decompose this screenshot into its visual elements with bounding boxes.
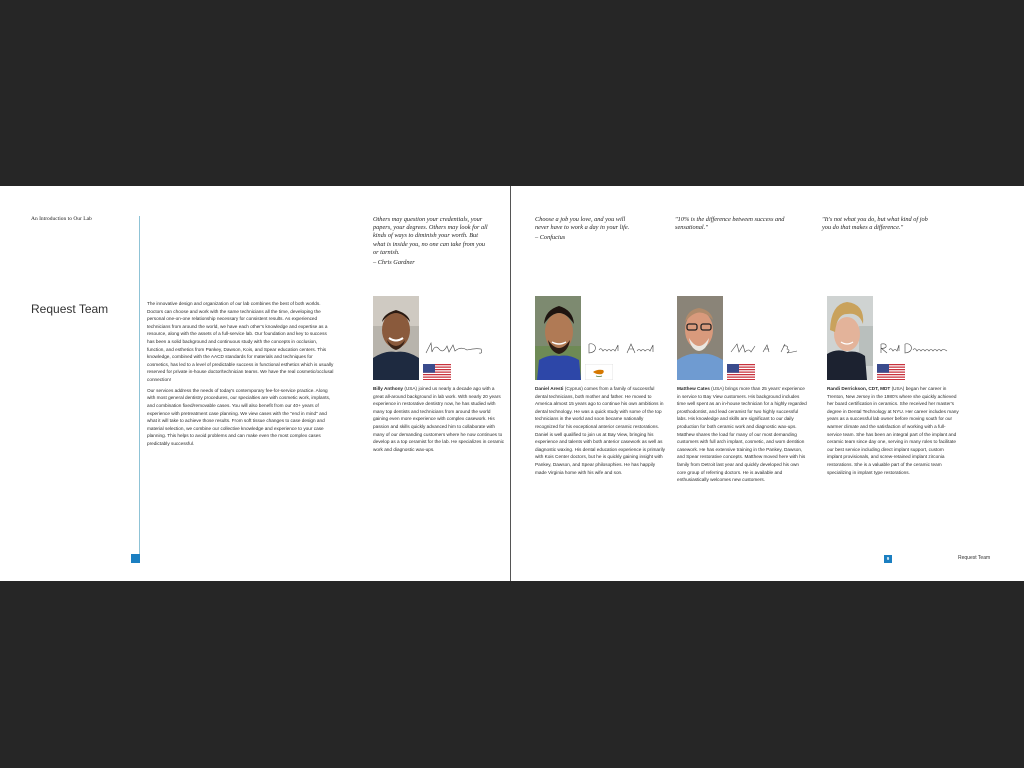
running-head: An Introduction to Our Lab	[31, 216, 92, 222]
team-member-randi-derrickson	[827, 296, 962, 546]
document-spread	[0, 186, 1024, 581]
quote-text: "10% is the difference between success and sensational."	[675, 216, 785, 232]
usa-flag-icon	[423, 364, 451, 380]
quote-ten-percent	[675, 216, 785, 232]
quote-text: "It's not what you do, but what kind of job you do that makes a difference."	[822, 216, 928, 232]
signature-randi-derrickson	[877, 340, 957, 356]
team-member-matthew-cates	[677, 296, 812, 556]
photo-randi-derrickson	[827, 296, 873, 380]
signature-matthew-cates	[727, 340, 807, 356]
member-bio: joined us nearly a decade ago with a great all-around background in lab work. With nearly 20 years experience in restorative dentistry now, he has studied with many top dentists and technicians from around the world gaining even more experience with complex casework. His passion and skills quickly advanced him to collaborate with many of our demanding customers where he now continues to develop as a top ceramist for the lab. He specializes in ceramic work and diagnostic wax-ups.	[373, 386, 505, 452]
quote-confucius	[535, 216, 640, 243]
member-name: Matthew Cates	[677, 386, 710, 391]
member-name: Randi Derrickson, CDT, MDT	[827, 386, 891, 391]
quote-text: Others may question your credentials, your papers, your degrees. Others may look for all kinds of ways to diminish your worth. But what is inside you, no one can take from you or tarnish.	[373, 216, 488, 256]
member-name: Daniel Aresti	[535, 386, 564, 391]
intro-paragraph: The innovative design and organization of our lab combines the best of both worlds. Doctors can choose and work with the same technicians all the time, developing the personal one-on-one relationship necessary for consistent results. As experienced technicians from around the world, we have each other's knowledge and expertise as a resource, along with the assets of a full-service lab. Our foundation and key to success has been a solid background and continuous study with the concepts in occlusion, function, and esthetics from Pankey, Dawson, Kois, and Spear education centers. This knowledge, combined with the AACD standards for materials and techniques for cosmetics, has led to a level of predictable success in functional esthetics which is usually reserved for private in-house doctor/technician teams. We have the real cosmetic/occlusal connection!	[147, 301, 334, 382]
member-bio: began her career in Trenton, New Jersey in the 1980's where she quickly achieved her board certification in ceramics. She received her master's degree in Dental Technology at NYU. Her career includes many years as a successful lab owner before moving south for our warmer climate and the satisfaction of working with a full-service team. She has been an integral part of the implant and ceramic team since day one, serving in many roles to facilitate our best service including direct implant support, custom implant provisionals, and screw-retained implant zirconia restorations. She is a valuable part of the ceramic team specializing in implant type restorations.	[827, 386, 959, 475]
member-country: (USA)	[711, 386, 724, 391]
signature-daniel-aresti	[585, 340, 665, 356]
footer-section-label: Request Team	[958, 555, 991, 561]
photo-billy-anthony	[373, 296, 419, 380]
quote-what-you-do	[822, 216, 932, 232]
page-gutter	[510, 186, 511, 581]
quote-author: – Confucius	[535, 234, 566, 242]
bio-matthew-cates	[677, 385, 809, 484]
member-name: Billy Anthony	[373, 386, 404, 391]
corner-accent-square	[131, 554, 140, 563]
photo-matthew-cates	[677, 296, 723, 380]
photo-daniel-aresti	[535, 296, 581, 380]
quote-text: Choose a job you love, and you will never have to work a day in your life.	[535, 216, 630, 232]
signature-billy-anthony	[423, 340, 503, 356]
member-country: (USA)	[891, 386, 905, 391]
usa-flag-icon	[727, 364, 755, 380]
intro-paragraph: Our services address the needs of today's contemporary fee-for-service practice. Along with most general dentistry procedures, our specialties are with cosmetic work, implants, and combination fixed/removable cases. You will also benefit from our 40+ years of experience with pretreatment case planning. We view cases with the "end in mind" and what it will take to achieve those results. From soft tissue changes to case design and material selection, we combine our collective knowledge and experience to your case planning. This helps to avoid problems and can make even the most complex cases predictably successful.	[147, 387, 331, 446]
intro-text	[147, 300, 335, 451]
usa-flag-icon	[877, 364, 905, 380]
team-member-billy-anthony	[373, 296, 508, 536]
bio-randi-derrickson	[827, 385, 959, 476]
member-country: (Cyprus)	[564, 386, 583, 391]
quote-author: – Chris Gardner	[373, 259, 415, 267]
cyprus-flag-icon	[585, 364, 613, 380]
team-member-daniel-aresti	[535, 296, 670, 536]
member-country: (USA)	[404, 386, 418, 391]
quote-chris-gardner	[373, 216, 491, 267]
section-title: Request Team	[31, 302, 109, 316]
bio-daniel-aresti	[535, 385, 667, 476]
member-bio: brings more than 25 years' experience in service to Bay View customers. His background includes time well spent as an in-house technician for a highly regarded prosthodontist, and lead ceramist for two highly successful labs. His knowledge and skills are significant to our daily production for both ceramic work and diagnostic wax-ups. Matthew shares the load for many of our most demanding customers with full arch implant, cosmetic, and worn dentition casework. He has extensive training in the Pankey, Dawson, and Spear restorative concepts. Matthew moved here with his family from Detroit last year and quickly developed his own core group of referring doctors. He is available and enthusiastically welcomes new customers.	[677, 386, 807, 483]
page-number-badge: 9	[884, 555, 892, 563]
vertical-rule	[139, 216, 140, 554]
member-bio: comes from a family of successful dental technicians, both mother and father. He moved to America almost 15 years ago to continue his own ambitions in dental technology. He was a quick study with some of the top technicians in the world and soon became nationally recognized for his exceptional anterior ceramic restorations. Daniel is well qualified to join us at Bay View, bringing his experience and talents with both anterior casework as well as diagnostic waxing. His dental education experience is primarily with Kois Center doctors, but he is quickly gaining insight with Pankey, Dawson, and Spear philosophies. He has happily made Virginia home with his wife and son.	[535, 386, 666, 475]
bio-billy-anthony	[373, 385, 505, 453]
